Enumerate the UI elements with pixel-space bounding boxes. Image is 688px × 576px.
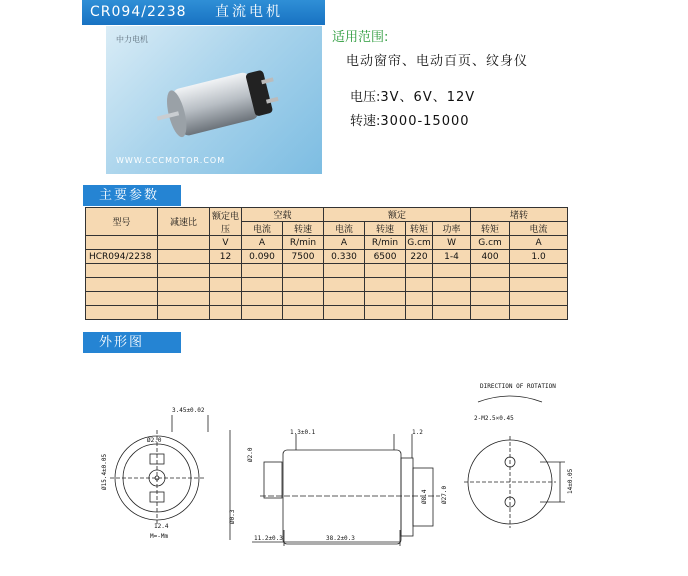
dim-front-top: 3.45±0.02 <box>172 407 205 414</box>
empty-cell <box>242 306 283 320</box>
unit-nl-speed: R/min <box>283 236 324 250</box>
empty-cell <box>283 278 324 292</box>
brand-logo: 中力电机 <box>116 35 148 44</box>
empty-cell <box>365 306 406 320</box>
side-view-body <box>283 450 401 544</box>
col-model: 型号 <box>86 208 158 236</box>
sub-r-torque: 转矩 <box>406 222 433 236</box>
empty-cell <box>510 292 568 306</box>
empty-cell <box>406 292 433 306</box>
dim-boss: Ø8.4 <box>421 489 428 504</box>
empty-cell <box>365 278 406 292</box>
empty-cell <box>324 278 365 292</box>
sub-nl-current: 电流 <box>242 222 283 236</box>
empty-cell <box>471 292 510 306</box>
empty-cell <box>365 264 406 278</box>
unit-r-current: A <box>324 236 365 250</box>
empty-cell <box>471 306 510 320</box>
empty-cell <box>242 264 283 278</box>
motor-type: 直流电机 <box>215 4 283 20</box>
cell-r-current: 0.330 <box>324 250 365 264</box>
empty-cell <box>510 264 568 278</box>
empty-cell <box>283 292 324 306</box>
empty-cell <box>433 306 471 320</box>
spec-speed <box>350 110 470 129</box>
unit-r-torque: G.cm <box>407 237 431 248</box>
product-photo <box>106 26 322 174</box>
params-table <box>85 207 568 320</box>
dim-front-len: 12.4 <box>154 523 169 530</box>
table-row <box>86 292 568 306</box>
cell-voltage: 12 <box>210 250 242 264</box>
sub-s-current: 电流 <box>510 222 568 236</box>
col-voltage: 额定电压 <box>210 208 242 236</box>
empty-cell <box>210 306 242 320</box>
unit-r-speed: R/min <box>365 236 406 250</box>
empty-cell <box>406 278 433 292</box>
sub-r-power: 功率 <box>433 222 471 236</box>
spec-speed-label: 转速: <box>350 114 381 129</box>
empty-cell <box>86 292 158 306</box>
empty-cell <box>158 292 210 306</box>
empty-cell <box>86 264 158 278</box>
col-ratio: 减速比 <box>158 208 210 236</box>
empty-cell <box>242 278 283 292</box>
unit-s-torque: G.cm <box>471 236 510 250</box>
empty-cell <box>210 292 242 306</box>
cell-nl-current: 0.090 <box>242 250 283 264</box>
empty-cell <box>86 306 158 320</box>
dim-pitch: 14±0.05 <box>567 468 574 494</box>
cell-model: HCR094/2238 <box>86 250 158 264</box>
dim-holes: 2-M2.5×0.45 <box>474 415 514 422</box>
empty-cell <box>158 264 210 278</box>
unit-blank <box>158 236 210 250</box>
section-outline: 外形图 <box>83 332 181 353</box>
dim-direction: DIRECTION OF ROTATION <box>480 383 556 390</box>
empty-cell <box>283 306 324 320</box>
empty-cell <box>242 292 283 306</box>
empty-cell <box>324 292 365 306</box>
table-row <box>86 278 568 292</box>
dim-side-a: 1.3±0.1 <box>290 429 316 436</box>
sub-nl-speed: 转速 <box>283 222 324 236</box>
applications-text: 电动窗帘、电动百页、纹身仪 <box>346 54 529 69</box>
unit-blank <box>86 236 158 250</box>
model-number: CR094/2238 <box>90 4 187 20</box>
unit-s-current: A <box>510 236 568 250</box>
applications-title: 适用范围: <box>332 30 389 45</box>
dim-body-dia: Ø27.0 <box>441 485 448 504</box>
sub-r-current: 电流 <box>324 222 365 236</box>
unit-r-power: W <box>433 236 471 250</box>
empty-cell <box>324 306 365 320</box>
unit-nl-current: A <box>242 236 283 250</box>
empty-cell <box>365 292 406 306</box>
empty-cell <box>86 278 158 292</box>
empty-cell <box>471 264 510 278</box>
empty-cell <box>406 306 433 320</box>
empty-cell <box>158 278 210 292</box>
empty-cell <box>210 278 242 292</box>
table-row <box>86 250 568 264</box>
spec-voltage-value: 3V、6V、12V <box>380 90 476 105</box>
dim-shaft: Ø2.0 <box>247 447 254 462</box>
cell-r-speed: 6500 <box>365 250 406 264</box>
website-url: WWW.CCCMOTOR.COM <box>116 156 226 165</box>
dim-front-tag: M=-Mm <box>150 533 169 540</box>
empty-cell <box>210 264 242 278</box>
group-rated: 额定 <box>324 208 471 222</box>
product-header <box>82 0 325 25</box>
motor-illustration <box>106 26 322 174</box>
empty-cell <box>406 264 433 278</box>
sub-r-speed: 转速 <box>365 222 406 236</box>
group-stall: 堵转 <box>471 208 568 222</box>
dim-shaft-len: 11.2±0.3 <box>254 535 283 542</box>
dim-len: 38.2±0.3 <box>326 535 355 542</box>
cell-nl-speed: 7500 <box>283 250 324 264</box>
dim-front-small: Ø2.0 <box>147 437 162 444</box>
spec-voltage-label: 电压: <box>350 90 381 105</box>
empty-cell <box>510 306 568 320</box>
cell-s-torque: 400 <box>471 250 510 264</box>
table-row <box>86 264 568 278</box>
empty-cell <box>510 278 568 292</box>
empty-cell <box>283 264 324 278</box>
spec-speed-value: 3000-15000 <box>380 114 470 129</box>
dim-front-dia: Ø15.4±0.05 <box>101 453 108 490</box>
cell-r-torque: 220 <box>406 250 433 264</box>
empty-cell <box>471 278 510 292</box>
dim-side-b: 1.2 <box>412 429 423 436</box>
empty-cell <box>324 264 365 278</box>
group-noload: 空载 <box>242 208 324 222</box>
empty-cell <box>433 278 471 292</box>
empty-cell <box>433 292 471 306</box>
section-params: 主要参数 <box>83 185 181 206</box>
cell-s-current: 1.0 <box>510 250 568 264</box>
cell-ratio <box>158 250 210 264</box>
dim-flange: Ø0.3 <box>229 509 236 524</box>
sub-s-torque: 转矩 <box>471 222 510 236</box>
cell-r-power: 1-4 <box>433 250 471 264</box>
table-row <box>86 306 568 320</box>
outline-drawing <box>0 370 688 570</box>
empty-cell <box>158 306 210 320</box>
spec-voltage <box>350 86 475 105</box>
empty-cell <box>433 264 471 278</box>
unit-voltage: V <box>210 236 242 250</box>
